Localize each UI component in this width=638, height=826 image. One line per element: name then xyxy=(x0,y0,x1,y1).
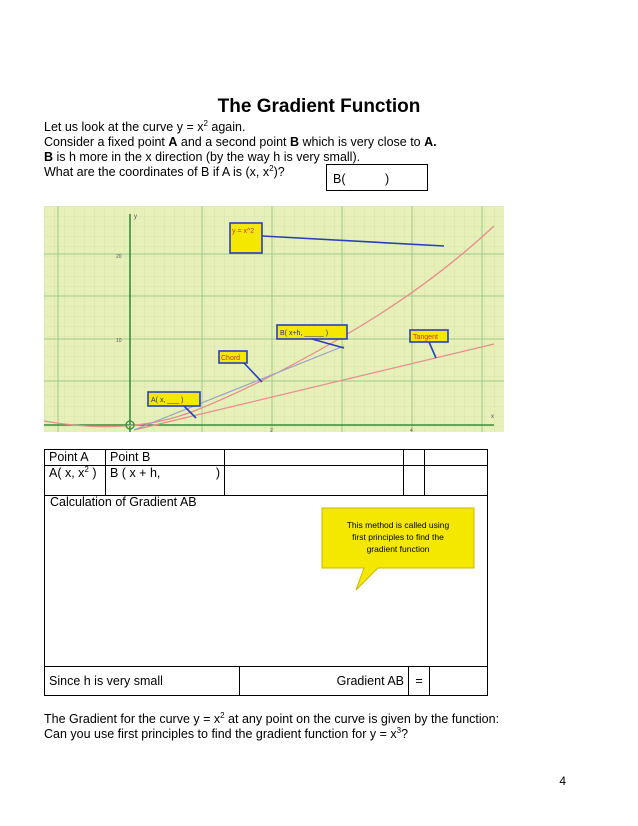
point-b-label: B( x+h, _____ ) xyxy=(280,330,329,337)
callout-bubble xyxy=(318,504,478,594)
intro-line-2: Consider a fixed point A and a second point B which is very close to A. xyxy=(44,135,437,149)
answer-box[interactable] xyxy=(326,164,428,191)
tick-10: 10 xyxy=(116,338,122,344)
intro-line-1: Let us look at the curve $y = x^2$ again. xyxy=(44,119,246,134)
point-a-value: A( x, $x^2$ ) xyxy=(45,466,106,496)
y-axis-label: y xyxy=(134,214,137,220)
equals-sign: = xyxy=(409,667,430,696)
points-table xyxy=(44,449,488,496)
header-point-a: Point A xyxy=(45,450,106,466)
intro-line-3: B is h more in the x direction (by the way h is very small). xyxy=(44,150,361,164)
closing-line-1: The Gradient for the curve $y = x^2$ at any point on the curve is given by the function: xyxy=(44,711,500,726)
empty-cell[interactable] xyxy=(225,450,404,466)
curve-label: y = x^2 xyxy=(232,228,255,235)
x-axis-label: x xyxy=(491,414,494,420)
answer-box-open: B( xyxy=(333,172,346,186)
graph-minor-grid xyxy=(44,206,504,432)
callout-line-3: gradient function xyxy=(366,544,430,554)
gradient-answer-cell[interactable] xyxy=(430,667,488,696)
answer-box-close: ) xyxy=(385,172,390,186)
curve-graph xyxy=(44,206,504,432)
callout-line-2: first principles to find the xyxy=(352,532,444,542)
empty-cell[interactable] xyxy=(425,466,488,496)
tick-20: 20 xyxy=(116,254,122,260)
tick-4: 4 xyxy=(410,428,413,432)
page-title: The Gradient Function xyxy=(217,96,421,117)
callout-line-1: This method is called using xyxy=(346,520,450,530)
empty-cell[interactable] xyxy=(425,450,488,466)
chord-label: Chord xyxy=(221,355,241,362)
calculation-label: Calculation of Gradient AB xyxy=(50,495,197,509)
empty-cell[interactable] xyxy=(225,466,404,496)
gradient-ab-label: Gradient AB xyxy=(240,667,409,696)
empty-cell[interactable] xyxy=(404,450,425,466)
tangent-label: Tangent xyxy=(413,334,438,341)
since-h-small: Since h is very small xyxy=(45,667,240,696)
page-number: 4 xyxy=(559,774,566,788)
closing-line-2: Can you use first principles to find the gradient function for $y = x^3$? xyxy=(44,726,409,741)
empty-cell[interactable] xyxy=(404,466,425,496)
tick-2: 2 xyxy=(270,428,273,432)
point-a-label: A( x, ___ ) xyxy=(151,397,184,404)
point-b-value[interactable]: B ( x + h, ) xyxy=(106,466,225,496)
intro-line-4: What are the coordinates of B if A is (x, $x^2$)? xyxy=(44,164,285,179)
gradient-row-table xyxy=(44,666,488,696)
header-point-b: Point B xyxy=(106,450,225,466)
